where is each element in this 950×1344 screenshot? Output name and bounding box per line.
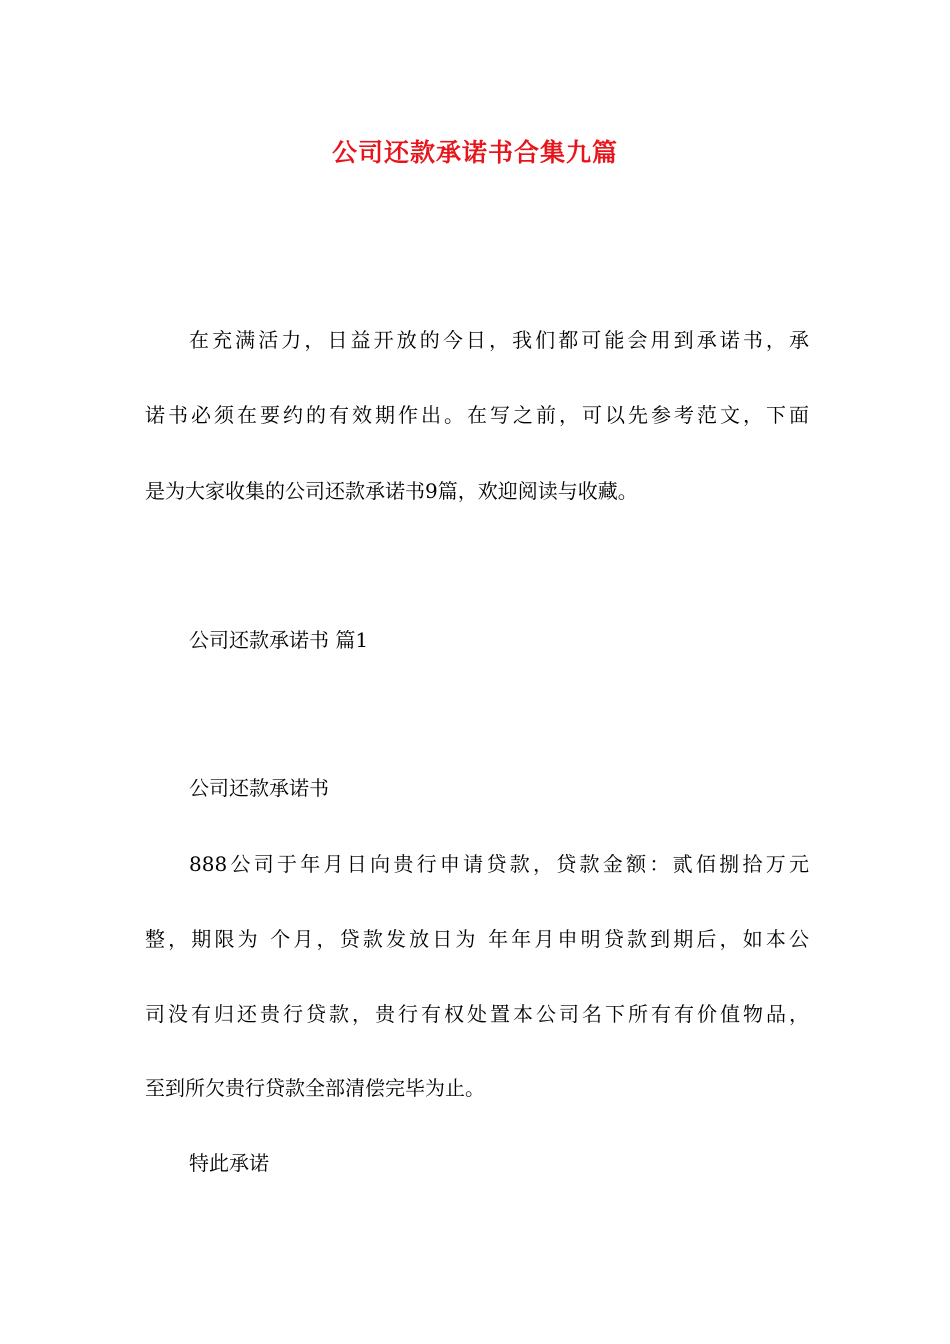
letter-line-3: 司没有归还贵行贷款，贵行有权处置本公司名下所有有价值物品， — [145, 1002, 809, 1026]
intro-line-1: 在充满活力，日益开放的今日，我们都可能会用到承诺书，承 — [189, 328, 809, 352]
intro-line-3: 是为大家收集的公司还款承诺书9篇，欢迎阅读与收藏。 — [145, 479, 638, 503]
letter-line-1: 888公司于年月日向贵行申请贷款，贷款金额：贰佰捌拾万元 — [189, 852, 809, 876]
intro-line-2: 诺书必须在要约的有效期作出。在写之前，可以先参考范文，下面 — [145, 403, 809, 427]
letter-heading: 公司还款承诺书 — [189, 776, 329, 800]
document-title: 公司还款承诺书合集九篇 — [331, 138, 618, 167]
section-heading: 公司还款承诺书 篇1 — [189, 628, 369, 652]
letter-line-4: 至到所欠贵行贷款全部清偿完毕为止。 — [145, 1076, 485, 1100]
letter-line-2: 整，期限为 个月，贷款发放日为 年年月申明贷款到期后，如本公 — [145, 927, 809, 951]
letter-closing: 特此承诺 — [189, 1151, 269, 1175]
